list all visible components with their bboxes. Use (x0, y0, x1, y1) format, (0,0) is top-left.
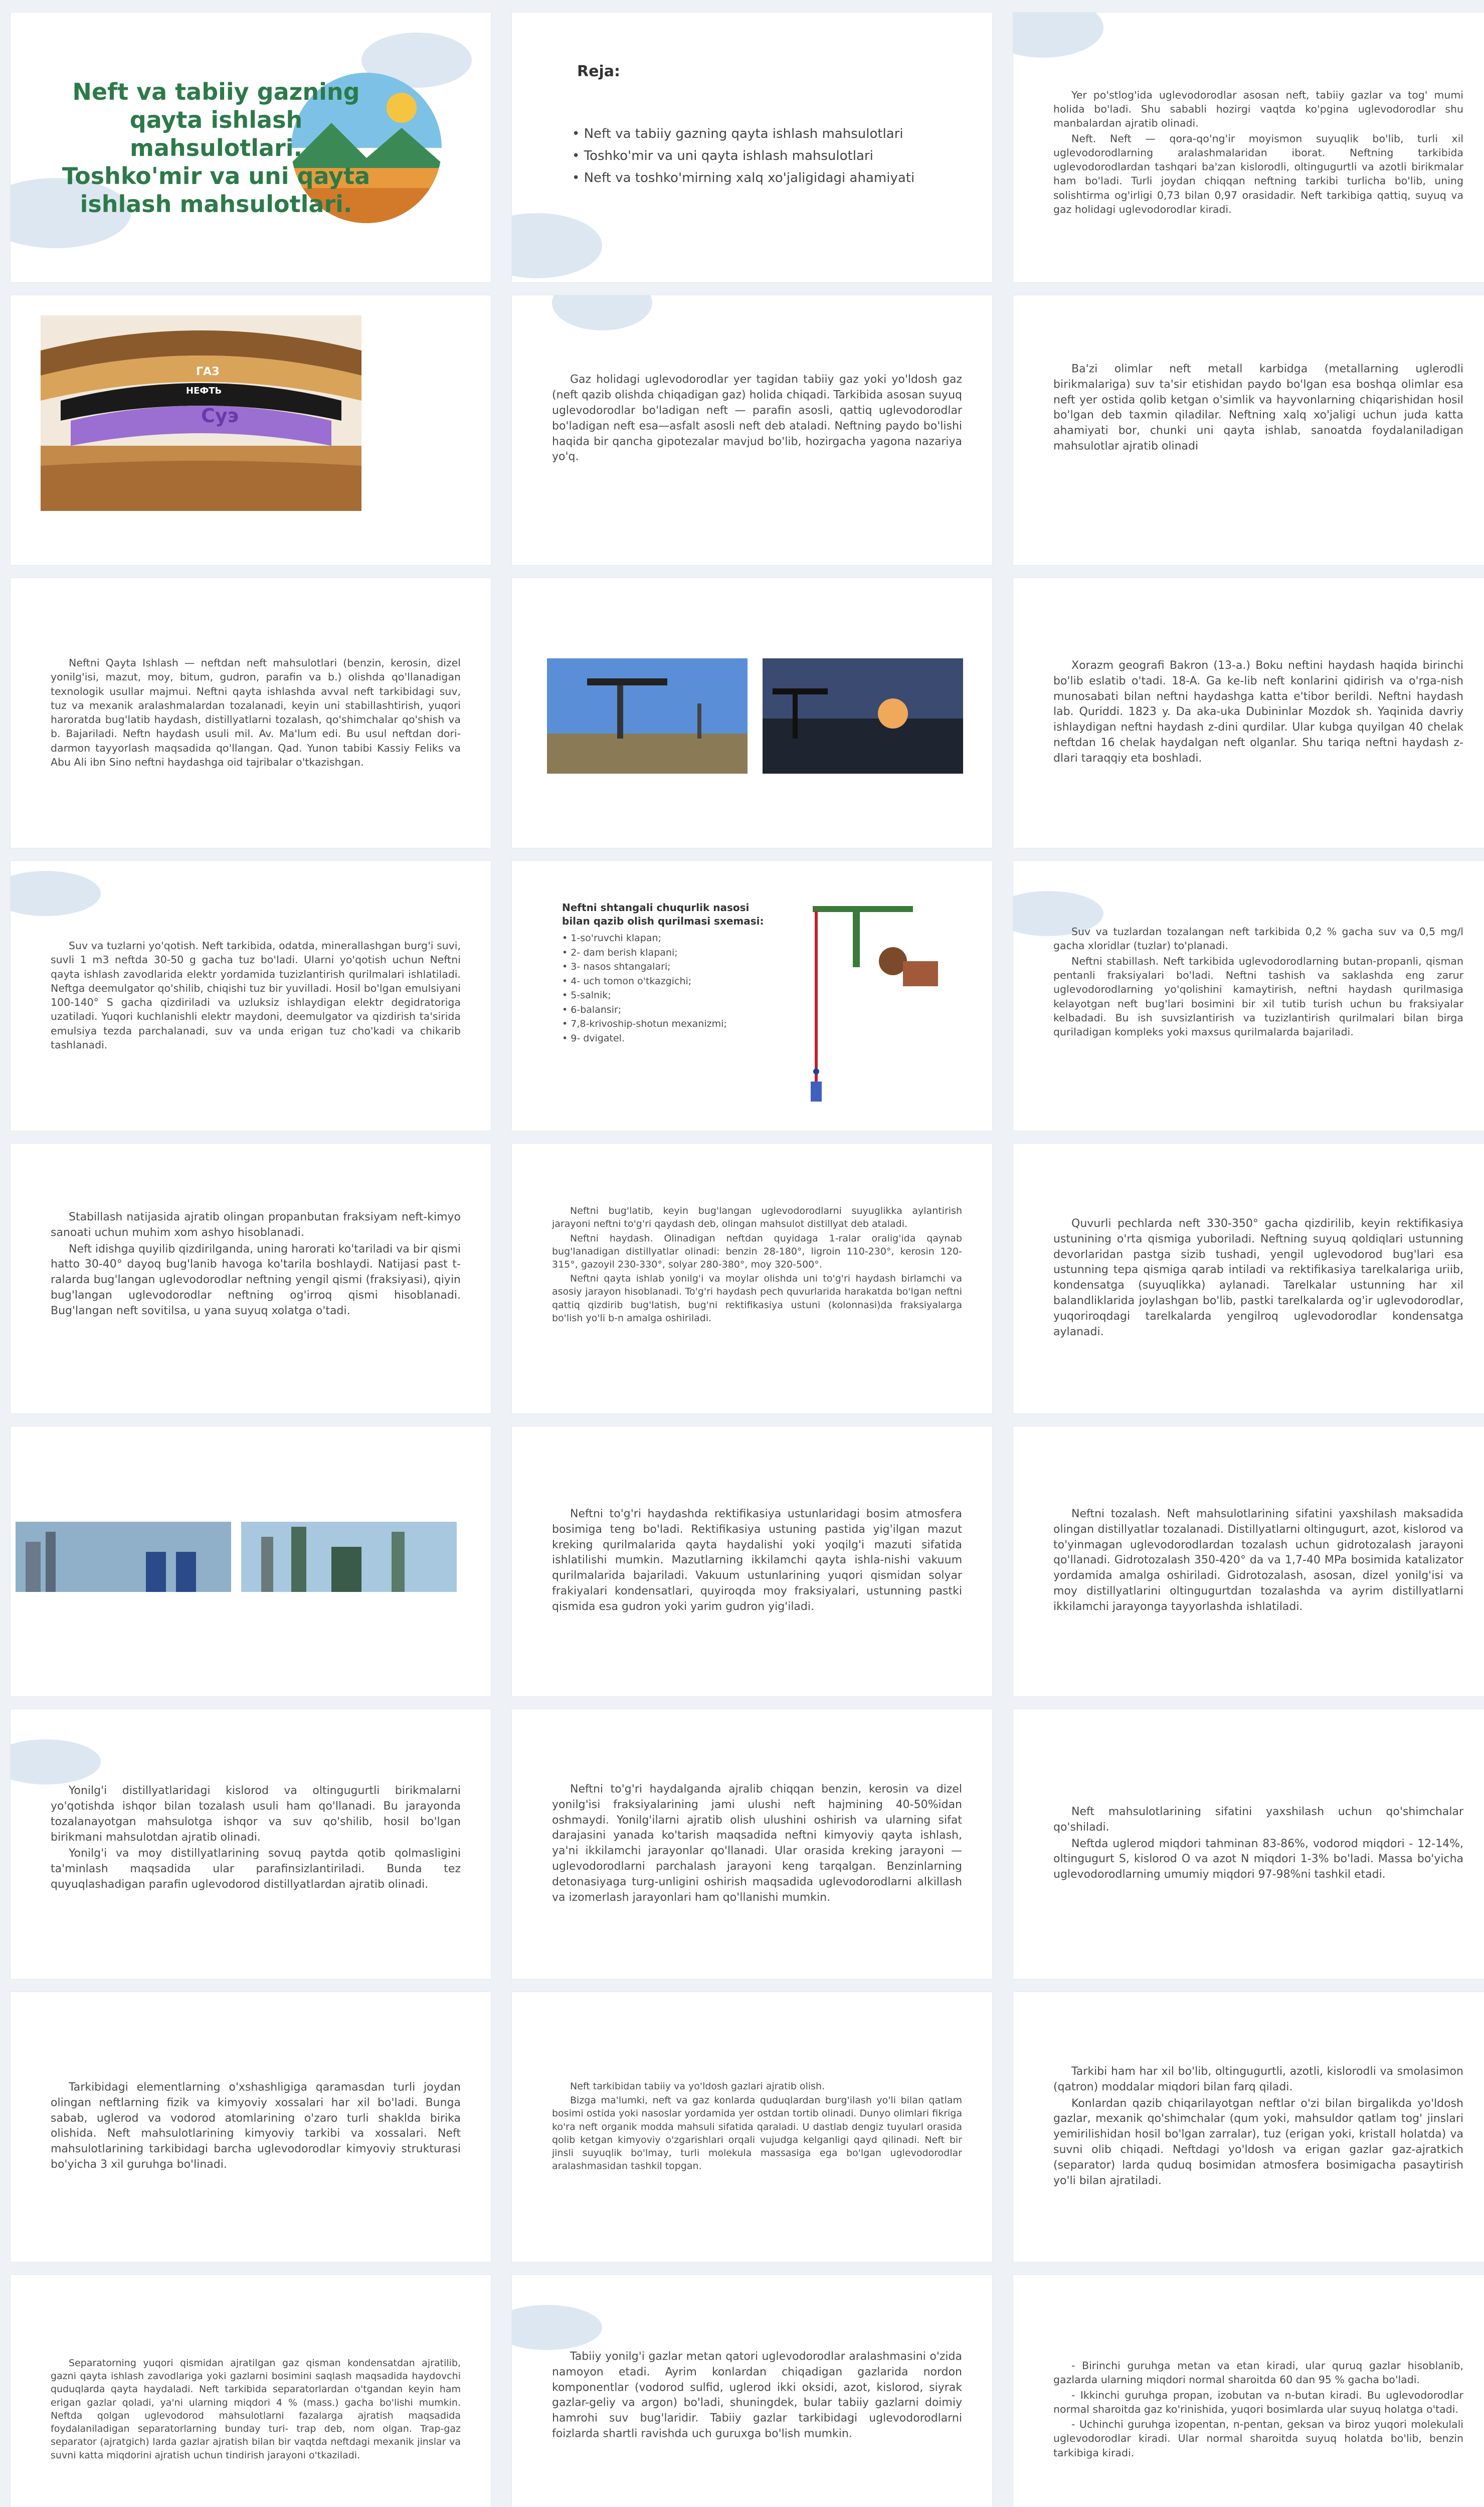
water-label: Суэ (201, 405, 239, 427)
slide-21 (1013, 1709, 1484, 1980)
slide-17 (511, 1426, 993, 1697)
legend-item: • 6-balansir; (562, 1003, 778, 1017)
slide-4 (10, 295, 491, 566)
paragraph: Yonilg'i distillyatlaridagi kislorod va oltingugurtli birikmalarni yo'qotishda ishqor bilan tozalash usuli ham qo'llanadi. Bu jarayonda tozalanayotgan mahsulotga ishqor va suv qo'shilib, hosil bo'lgan birikmani mahsulotdan ajratib olinadi. (51, 1784, 461, 1844)
paragraph: - Uchinchi guruhga izopentan, n-pentan, geksan va biroz yuqori molekulali uglevodorodlar kiradi. Ular normal sharoitda suyuq holatda bo'lib, benzin tarkibiga kiradi. (1053, 2418, 1463, 2459)
paragraph: Neft idishga quyilib qizdirilganda, uning harorati ko'tariladi va bir qismi hatto 30-40° dayoq bug'lanib havoga ko'tarila boshlaydi. Natijasi past t-ralarda bug'langan uglevodorodlar neftning yengil qismi (fraksiyasi), qiyin bug'langan uglevodorodlar neftning og'irroq qismi hisoblanadi. Bug'langan neft sovitilsa, u yana suyuq xolatga o'tadi. (51, 1242, 461, 1318)
legend-item: • 3- nasos shtangalari; (562, 960, 778, 974)
slide-15 (1013, 1143, 1484, 1414)
paragraph: Tarkibi ham har xil bo'lib, oltingugurtli, azotli, kislorodli va smolasimon (qatron) moddalar miqdori bilan farq qiladi. (1053, 2065, 1463, 2093)
paragraph: Neftni haydash. Olinadigan neftdan quyidagа 1-ralar oralig'ida qaynab bug'lanadigan distillyatlar olinadi: benzin 28-180°, ligroin 110-230°, kerosin 120-315°, gazoyil 230-330°, solyar 280-380°, moy 320-500°. (552, 1232, 962, 1270)
slide-13 (10, 1143, 491, 1414)
slide-18 (1013, 1426, 1484, 1697)
paragraph: Neft mahsulotlarining sifatini yaxshilash uchun qo'shimchalar qo'shiladi. (1053, 1806, 1463, 1834)
plan-item: • Neft va toshko'mirning xalq xo'jaligidagi ahamiyati (572, 167, 914, 189)
paragraph: Neftni to'g'ri haydashda rektifikasiya ustunlaridagi bosim atmosfera bosimiga teng bo'ladi. Rektifikasiya ustuning pastida yig'ilgan mazut kreking qurilmalarida qayta haydalishi yoki yoqilg'i mazuti sifatida ishlatilishi mumkin. Mazutlarning ikkilamchi qayta ishla-nishi vakuum qurilmalarida bajariladi. Vakuum ustunlarining yuqori qismidan solyar frakiyalari kondensatlari, quyiroqda moy fraksiyalari, ustunning pastki qismida esa gudron yoki yarim gudron yig'iladi. (552, 1508, 962, 1613)
slide-10 (10, 860, 491, 1131)
slide-11 (511, 860, 993, 1131)
legend-item: • 1-so'ruvchi klapan; (562, 931, 778, 946)
paragraph: Yonilg'i va moy distillyatlarining sovuq paytda qotib qolmasligini ta'minlash maqsadida ular parafinsizlantiriladi. Bunda tez quyuqlashadigan parafin uglevodorod distillyatlardan ajratib olinadi. (51, 1847, 461, 1891)
paragraph: Neftda uglerod miqdori tahminan 83-86%, vodorod miqdori - 12-14%, oltingugurt S, kislorod O va azot N miqdori 1-3% bo'ladi. Massa bo'yicha uglevodorodlarning umumiy miqdori 97-98%ni tashkil etadi. (1053, 1837, 1463, 1881)
slide-23 (511, 1992, 993, 2262)
paragraph: Neftni qayta ishlab yonilg'i va moylar olishda uni to'g'ri haydash birlamchi va asosiy jarayon hisoblanadi. To'g'ri haydash pech quvurlarida harakatda bo'lgan neftni qattiq qizdirib bug'latish, bug'ni rektifikasiya ustuni (kolonnasi)da fraksiyalarga bo'lish yo'li b-n amalga oshiriladi. (552, 1273, 962, 1324)
paragraph: Tarkibidagi elementlarning o'xshashligiga qaramasdan turli joydan olingan neftlarning fizik va kimyoviy xossalari har xil bo'ladi. Bunga sabab, uglerod va vodorod atomlarining o'zaro turli shaklda birika olishida. Neft mahsulotlarining kimyoviy tarkibi va xossalari. Neft mahsulotlarining tarkibidagi barcha uglevodorodlar kimyoviy strukturasi bo'yicha 3 xil guruhga bo'linadi. (51, 2081, 461, 2171)
pump-legend-title: Neftni shtangali chuqurlik nasosi bilan qazib olish qurilmasi sxemasi: (562, 902, 764, 927)
page-title: Neft va tabiiy gazning qayta ishlash mahsulotlari. Toshko'mir va uni qayta ishlash mahsulotlari. (62, 78, 370, 218)
slide-12 (1013, 860, 1484, 1131)
paragraph: Neft. Neft — qora-qo'ng'ir moyismon suyuqlik bo'lib, turli xil uglevodorodlarning aralashmalaridan iborat. Neftning tarkibida uglevodorodlardan tashqari ba'zan kislorodli, oltingugurtli va azotli birikmalar ham bo'ladi. Turli joydan chiqqan neftning tarkibi turlicha bo'lib, uning solishtirma og'irligi 0,73 bilan 0,97 orasidadir. Neft tarkibiga qattiq, suyuq va gaz holidagi uglevodorodlar kiradi. (1053, 132, 1463, 216)
oil-deposit-diagram (41, 315, 361, 511)
slide-22 (10, 1992, 491, 2262)
paragraph: Neftni Qayta Ishlash — neftdan neft mahsulotlari (benzin, kerosin, dizel yonilg'isi, mazut, moy, bitum, gudron, parafin va b.) olishda qo'llanadigan texnologik usullar majmui. Neftni qayta ishlashda avval neft tarkibidagi suv, tuz va mexanik aralashmalardan tozalanadi, keyin uni stabillashtirish, yuqori haroratda bug'latib haydash, distillyatlarni tozalash, qo'shimchalar qo'shish va b. Bajariladi. Neftn haydash usuli mil. Av. Ma'lum edi. Bu usul neftdan dori-darmon tayyorlash maqsadida qo'llangan. Qad. Yunon tabibi Kassiy Feliks va Abu Ali ibn Sino neftni haydashga oid tajribalar o'tkazishgan. (51, 656, 461, 768)
paragraph: Tabiiy yonilg'i gazlar metan qatori uglevodorodlar aralashmasini o'zida namoyon etadi. Ayrim konlardan chiqadigan gazlarida nordon komponentlar (vodorod sulfid, uglerod ikki oksidi, azot, kislorod, siyrak gazlar-geliy va argon) bo'ladi, shuningdek, bular tabiiy gazlarni doimiy hamrohi suv bug'laridir. Tabiiy gazlar tarkibidagi uglevodorodlarni foizlarda shartli ravishda uch guruxga bo'lish mumkin. (552, 2350, 962, 2440)
legend-item: • 5-salnik; (562, 988, 778, 1003)
oil-label: НЕФТЬ (186, 386, 222, 396)
slide-3 (1013, 12, 1484, 283)
slide-16 (10, 1426, 491, 1697)
paragraph: Xorazm geografi Bakron (13-a.) Boku neftini haydash haqida birinchi bo'lib eslatib o'tadi. 18-A. Ga ke-lib neft konlarini qidirish va o'rga-nish munosabati bilan neftni haydashga katta e'tibor berildi. Neftni haydash lab. Quriddi. 1823 y. Da aka-uka Dubininlar Mozdok sh. Yaqinida davriy ishlaydigan neftni haydash z-dini qurdilar. Ular kubga quyilgan 40 chelak neftdan 16 chelak haydalgan neft olganlar. Shu tariqa neftni haydash z-dlari taraqqiy eta boshladi. (1053, 659, 1463, 765)
paragraph: Suv va tuzlarni yo'qotish. Neft tarkibida, odatda, minerallashgan burg'i suvi, suvli 1 m3 neftda 30-50 g gacha tuz bo'ladi. Ularni yo'qotish uchun Neftni qayta ishlash zavodlarida elektr yordamida tuzizlantirish qurilmalari ishlatiladi. Neftga deemulgator qo'shilib, chiqishi tuz bir yuvilladi. Hosil bo'lgan emulsiyani 100-140° S gacha qizdiriladi va uzluksiz ishlaydigan elektr degidratoriga uzatiladi. Yuqori kuchlanishli elektr maydoni, deemulgator va qizdirish ta'sirida emulsiya tezda parchalanadi, suv va unda erigan tuz cho'kadi va chikarib tashlanadi. (51, 939, 461, 1051)
slide-20 (511, 1709, 993, 1980)
slide-19 (10, 1709, 491, 1980)
legend-item: • 4- uch tomon o'tkazgichi; (562, 974, 778, 989)
gas-label: ГАЗ (196, 366, 220, 378)
paragraph: Ba'zi olimlar neft metall karbidga (metallarning uglerodli birikmalariga) suv ta'sir etishidan paydo bo'lgan esa boshqa olimlar esa neft yer ostida qolib ketgan o'simlik va hayvonlarning chiqarishidan hosil bo'lgan deb taxmin qiladilar. Neftning xalq xo'jaligi uchun juda katta ahamiyati bor, chunki uni qayta ishlab, sanoatda foydalaniladigan mahsulotlar ajratib olinadi (1053, 363, 1463, 453)
paragraph: Neftni tozalash. Neft mahsulotlarining sifatini yaxshilash maksadida olingan distillyatlar tozalanadi. Distillyatlarni oltingugurt, azot, kislorod va to'yinmagan uglevodorodlardan tozalash uchun gidrotozalash jarayoni qo'llanadi. Gidrotozalash 350-420° da va 1,7-40 MPa bosimida katalizator yordamida amalga oshiriladi. Gidrotozalash, asosan, dizel yonilg'isi va moy distillyatlarini oltingugurtdan tozalashda va ayrim distillyatlarni ikkilamchi jarayonga tayyorlashda ishlatiladi. (1053, 1508, 1463, 1613)
slide-26 (511, 2274, 993, 2507)
paragraph: Separatorning yuqori qismidan ajratilgan gaz qisman kondensatdan ajratilib, gazni qayta ishlash zavodlariga yoki gazlarni bosimini saqlash maqsadida haydovchi quduqlarda qayta haydaladi. Neft tarkibida separatorlardan o'tgandan keyin ham erigan gazlar qoladi, ya'ni ularning miqdori 4 % (mass.) gacha bo'lishi mumkin. Neftda qolgan uglevodorod mahsulotlarni fazalarga ajratish maqsadida foydalaniladigan separatorlarning bunday turi- trap deb, nom olgan. Trap-gaz separator (ajratgich) larda gazlar ajratish bilan bir vaqtda neftdagi mexanik jinslar va suvni katta miqdorini ajratish uchun tindirish jarayoni o'tkaziladi. (51, 2358, 461, 2461)
slide-6 (1013, 295, 1484, 566)
slide-24 (1013, 1992, 1484, 2262)
plan-item: • Neft va tabiiy gazning qayta ishlash mahsulotlari (572, 123, 914, 145)
paragraph: Gaz holidagi uglevodorodlar yer tagidan tabiiy gaz yoki yo'ldosh gaz (neft qazib olishda chiqadigan gaz) holida chiqadi. Tarkibida asosan suyuq uglevodorodlar bo'ladigan neft — parafin asosli, qattiq uglevodorodlar bo'ladigan neft esa—asfalt asosli neft deb ataladi. Neftning paydo bo'lishi haqida bir qancha gipotezalar mavjud bo'lib, hozirgacha yagona nazariya yo'q. (552, 374, 962, 464)
paragraph: - Ikkinchi guruhga propan, izobutan va n-butan kiradi. Bu uglevodorodlar normal sharoitda gaz ko'rinishida, yuqori bosimlarda ular suyuq holatga o'tadi. (1053, 2389, 1463, 2415)
slide-reja (511, 12, 993, 283)
slide-9 (1013, 578, 1484, 848)
paragraph: Bizga ma'lumki, neft va gaz konlarda quduqlardan burg'ilash yo'li bilan qatlam bosimi ostida yoki nasoslar yordamida yer ostdan tortib olinadi. Dunyo olimlari fikriga ko'ra neft organik modda mahsuli sifatida qaraladi. U dastlab dengiz tuyularl orasida qolib ketgan kimyoviy o'zgarishlari orqali vujudga kelganligi qayd qilinadi. Neft bir jinsli suyuqlik bo'lmay, turli molekula massasiga ega bo'lgan uglevodorodlar aralashmasidan tashkil topgan. (552, 2095, 962, 2172)
plan-item: • Toshko'mir va uni qayta ishlash mahsulotlari (572, 145, 914, 167)
legend-item: • 9- dvigatel. (562, 1031, 778, 1046)
plan-heading: Reja: (577, 63, 620, 80)
paragraph: Konlardan qazib chiqarilayotgan neftlar o'zi bilan birgalikda yo'ldosh gazlar, mexanik qo'shimchalar (qum yoki, mahsuldor qatlam tog' jinslari yemirilishidan hosil bo'lgan zarralar), tuz (erigan yoki, kristall holatda) va suvni olib chiqadi. Neftdagi yo'ldosh va erigan gazlar gaz-ajratkich (separator) larda quduq bosimidan atmosfera bosimigacha pasaytirish yo'li bilan ajratiladi. (1053, 2097, 1463, 2187)
paragraph: Neftni stabillash. Neft tarkibida uglevodorodlarning butan-propanli, qisman pentanli fraksiyalari bo'ladi. Neftni tashish va saklashda eng zarur uglevodorodlarning yo'qolishini kamaytirish, neftni haydash qurilmasiga kelayotgan neft bug'lari bosimini bir xil tutib turish uchun bu fraksiyalar kelbadadi. Bu ish suvsizlantirish va tuzizlantirish qurilmalari bilan birga quriladigan kompleks yoki maxsus qurilmalarda bajariladi. (1053, 955, 1463, 1038)
paragraph: Quvurli pechlarda neft 330-350° gacha qizdirilib, keyin rektifikasiya ustunining o'rta qismiga yuboriladi. Neftning suyuq qoldiqlari ustunning devorlaridan pastga sizib tushadi, yengil uglevodorod bug'lari esa ustunning tepa qismiga qarab intiladi va rektifikasiya tarelkalariga uriib, kondensatga (suyuqlikka) aylanadi. Tarelkalar ustunning har xil balandliklarida joylashgan bo'lib, pastki tarelkalarda og'ir uglevodorodlar, yuqoriroqdagi tarelkalarda yengilroq uglevodorodlar kondensatga aylanadi. (1053, 1217, 1463, 1338)
pump-schematic (793, 891, 953, 1107)
paragraph: - Birinchi guruhga metan va etan kiradi, ular quruq gazlar hisoblanib, gazlarda ularning miqdori normal sharoitda 60 dan 95 % gacha bo'ladi. (1053, 2360, 1463, 2386)
paragraph: Neftni to'g'ri haydalganda ajralib chiqqan benzin, kerosin va dizel yonilg'isi fraksiyalarining jami ulushi neft hajmining 40-50%idan oshmaydi. Yonilg'ilarni ajratib olish ulushini oshirish va ularning sifat darajasini yanada ko'tarish maqsadida neftni kimyoviy qayta ishlash, ya'ni ikkilamchi jarayonlar qo'llanadi. Ular orasida kreking jarayoni — uglevodorodlarni parchalash jarayoni keng tarqalgan. Benzinlarning detonasiyaga turg-unligini oshirish maqsadida uglevodorodlarni alkillash va izomerlash jarayonlari ham qo'llanishi mumkin. (552, 1782, 962, 1904)
slide-25 (10, 2274, 491, 2507)
paragraph: Stabillash natijasida ajratib olingan propanbutan fraksiyam neft-kimyo sanoati uchun muhim xom ashyo hisoblanadi. (51, 1211, 461, 1239)
slide-title (10, 12, 491, 283)
slide-5 (511, 295, 993, 566)
paragraph: Suv va tuzlardan tozalangan neft tarkibida 0,2 % gacha suv va 0,5 mg/l gacha xloridlar (tuzlar) to'planadi. (1053, 925, 1463, 952)
paragraph: Neft tarkibidan tabiiy va yo'ldosh gazlari ajratib olish. (570, 2081, 825, 2092)
oil-pump-photo (547, 658, 748, 774)
paragraph: Yer po'stlog'ida uglevodorodlar asosan neft, tabiiy gazlar va tog' mumi holida bo'ladi. Shu sababli hozirgi vaqtda ko'pgina uglevodorodlar shu manbalardan ajratib olinadi. (1053, 89, 1463, 130)
legend-item: • 7,8-krivoship-shotun mexanizmi; (562, 1017, 778, 1031)
slide-7 (10, 578, 491, 848)
legend-item: • 2- dam berish klapani; (562, 946, 778, 960)
oil-pump-sunset-photo (763, 658, 963, 774)
slide-8 (511, 578, 993, 848)
refinery-workers-photo (16, 1522, 231, 1592)
refinery-photo (241, 1522, 457, 1592)
pump-legend (562, 901, 778, 1045)
paragraph: Neftni bug'latib, keyin bug'langan uglevodorodlarni suyuglikka aylantirish jarayoni neftni to'g'ri qaydash deb, olingan mahsulot distillyat deb ataladi. (552, 1205, 962, 1230)
plan-list (572, 123, 914, 190)
slide-14 (511, 1143, 993, 1414)
slide-27 (1013, 2274, 1484, 2507)
